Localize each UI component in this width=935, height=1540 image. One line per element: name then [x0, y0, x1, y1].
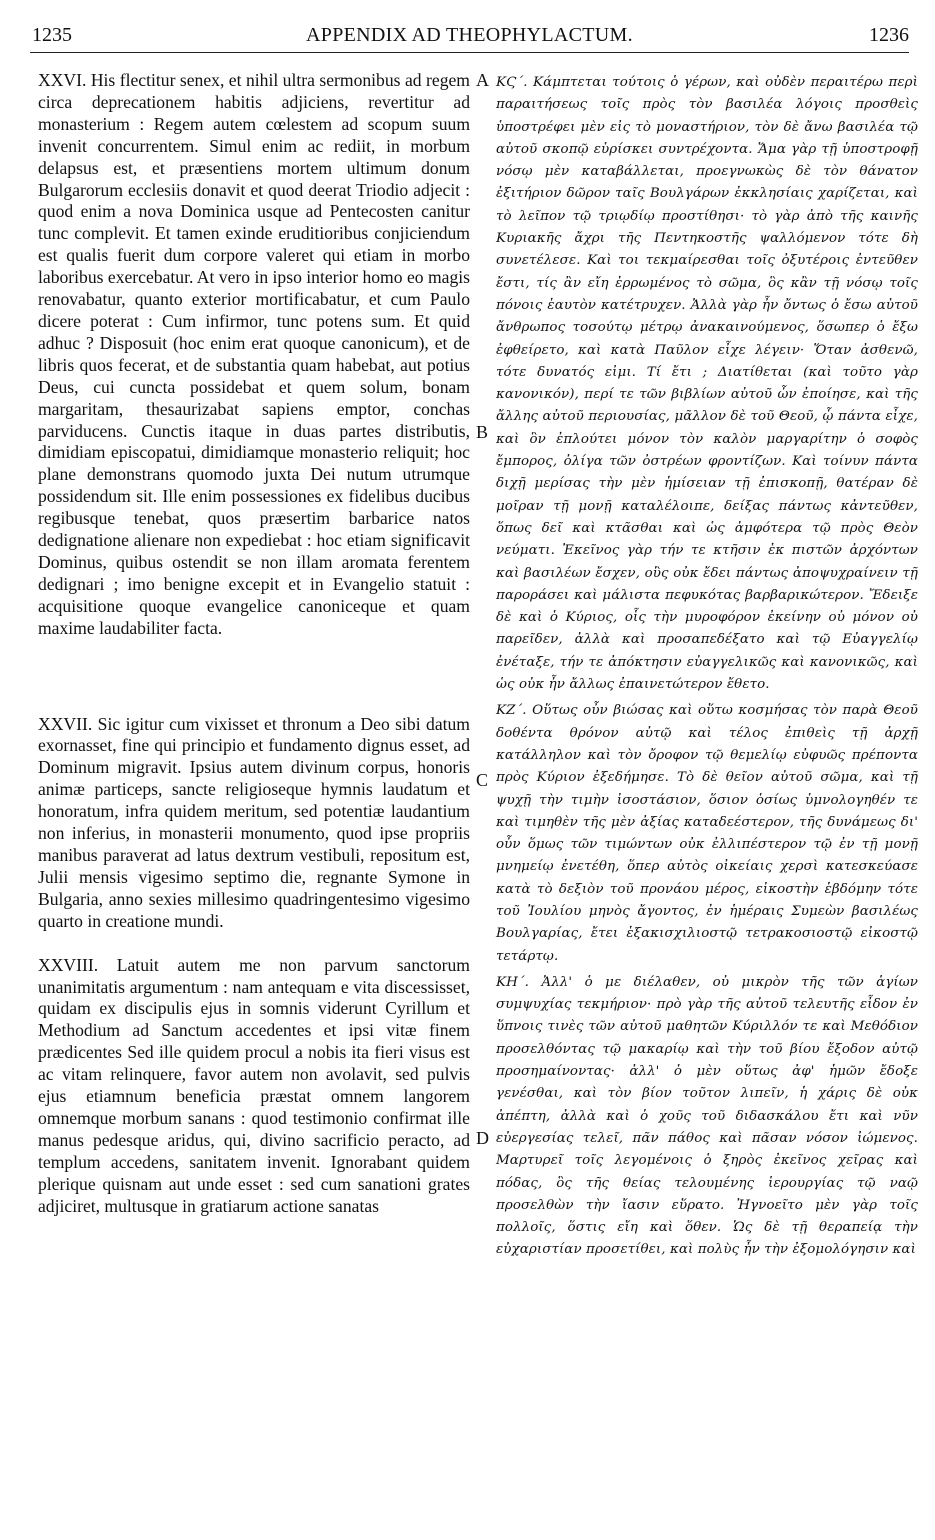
margin-marker-c: C	[476, 770, 489, 790]
latin-column	[38, 70, 470, 1218]
greek-paragraph-27: ΚΖ΄. Οὕτως οὖν βιώσας καὶ οὕτω κοσμήσας τὸν παρὰ Θεοῦ δοθέντα θρόνον αὐτῷ καὶ τέλος ἐπιθεὶς τῇ ἀρχῇ κατάλληλον καὶ τὸν ὄροφον τῷ θεμελίῳ εὐφυῶς πρέποντα πρὸς Κύριον ἐξεδήμησε. Τὸ δὲ θεῖον αὐτοῦ σῶμα, καὶ τῇ ψυχῇ τὴν τιμὴν ἰσοστάσιον, ὅσιον ὁσίως ὑμνολογηθέν τε καὶ τιμηθὲν τῆς μὲν ἀξίας καταδεέστερον, τῆς δυνάμεως δι' οὖν ὅμως τῶν τιμώντων οὐκ ἐλλιπέστερον τῷ ἐν τῇ μονῇ μνημείῳ ἐνετέθη, ὅπερ αὐτὸς οἰκείαις χερσὶ κατεσκεύασε κατὰ τὸ δεξιὸν τοῦ προνάου μέρος, εἰκοστὴν ἑβδόμην τότε τοῦ Ἰουλίου μηνὸς ἄγοντος, ἐν ἡμέραις Συμεὼν βασιλέως Βουλγαρίας, ἔτει ἑξακισχιλιοστῷ τετρακοσιοστῷ εἰκοστῷ τετάρτῳ.	[496, 703, 918, 964]
right-page-number: 1236	[869, 24, 909, 46]
latin-paragraph-28: XXVIII. Latuit autem me non parvum sanctorum unanimitatis argumentum : nam antequam e vita discessisset, quidam ex discipulis ejus in somnis viderunt Cyrillum et Methodium ad Sanctum accedentes et ipsi vitæ finem prædicentes Sed ille quidem procul a nobis ita fieri visus est ac vitam relinquere, favor autem non avolavit, sed pulvis ejus etiamnum beneficia præstat omnem langorem omnemque morbum sanans : quod testimonio confirmat ille manus pedesque aridus, qui, divino sacrificio peracto, ad templum accedens, sanitatem invenit. Ignorabant quidem plerique quisnam aut unde esset : sed cum sanationi grates adjiciret, multusque in gratiarum actione sanatas	[38, 954, 470, 1216]
latin-paragraph-26: XXVI. His flectitur senex, et nihil ultra sermonibus ad regem circa deprecationem habitis adjiciens, revertitur ad monasterium : Regem autem cœlestem ad scopum suum invenit concurrentem. Simul enim ac rediit, in morbum delapsus est, et præsentiens mortem ultimum donum Bulgarorum ecclesiis donavit et quod deerat Triodio adjecit : quod enim a nova Dominica usque ad Pentecosten canitur tunc complevit. Et tamen exinde eruditioribus conjiciendum est qualis fuerit dum corpore valeret qui etiam in morbo laboribus exercebatur. At vero in ipso interior homo eo magis renovabatur, quanto exterior mortificabatur, et cum Paulo dicere poterat : Cum infirmor, tunc potens sum. Et quid adhuc ? Disposuit (hoc enim erat quoque canonicum), et de libris quos fecerat, et de substantia quam habebat, aut potius Deus, cui cuncta possidebat et quem solum, bonam margaritam, thesaurizabat sapiens emptor, conchas parviducens. Cunctis itaque in duas partes distributis, dimidiam episcopatui, dimidiamque monasterio reliquit; hoc plane demonstrans quomodo juxta Dei nutum utrumque possidendum sit. Ille enim possessiones ex fidelibus ducibus regibusque tenebat, quos præsertim barbarice natos dedignatione alienare non expediebat : hoc etiam significavit Dominus, quibus ostendit se non illam aromata ferentem dedignari ; imo benigne excepit et in Evangelio statuit : acquisitione quoque evangelice canoniceque et quam maxime laudabiliter facta.	[38, 70, 470, 638]
margin-marker-d: D	[476, 1128, 489, 1148]
greek-column	[496, 72, 918, 1262]
greek-paragraph-28: ΚΗ΄. Ἀλλ' ὁ με διέλαθεν, οὐ μικρὸν τῆς τῶν ἁγίων συμψυχίας τεκμήριον· πρὸ γὰρ τῆς αὐτοῦ τελευτῆς εἶδον ἐν ὕπνοις τινὲς τῶν αὐτοῦ μαθητῶν Κύριλλόν τε καὶ Μεθόδιον προσελθόντας τῷ μακαρίῳ καὶ τὴν τοῦ βίου ἔξοδον αὐτῷ προσημαίνοντας· ἀλλ' ὁ μὲν οὕτως ἀφ' ἡμῶν ἔδοξε γενέσθαι, καὶ τὸν βίον τοῦτον λιπεῖν, ἡ χάρις δὲ οὐκ ἀπέπτη, ἀλλὰ καὶ ὁ χοῦς τοῦ διδασκάλου ἔτι καὶ νῦν εὐεργεσίας τελεῖ, πᾶν πάθος καὶ πᾶσαν νόσον ἰώμενος. Μαρτυρεῖ τοῖς λεγομένοις ὁ ξηρὸς ἐκεῖνος χεῖρας καὶ πόδας, ὃς τῆς θείας τελουμένης ἱερουργίας τῷ ναῷ προσελθὼν τὴν ἴασιν εὕρατο. Ἠγνοεῖτο μὲν γὰρ τοῖς πολλοῖς, ὅστις εἴη καὶ ὅθεν. Ὡς δὲ τῇ θεραπείᾳ τὴν εὐχαριστίαν προσετίθει, καὶ πολὺς ἦν τὴν ἐξομολόγησιν καὶ	[496, 974, 918, 1258]
running-header	[30, 24, 909, 52]
header-rule	[30, 52, 909, 53]
running-title: APPENDIX AD THEOPHYLACTUM.	[306, 24, 633, 46]
margin-marker-b: B	[476, 422, 489, 442]
greek-paragraph-26: ΚϚ΄. Κάμπτεται τούτοις ὁ γέρων, καὶ οὐδὲν περαιτέρω περὶ παραιτήσεως τοῖς πρὸς τὸν βασιλέα λόγοις προσθεὶς ὑποστρέφει μὲν εἰς τὸ μοναστήριον, τὸν δὲ ἄνω βασιλέα τῷ αὐτοῦ σκοπῷ εὑρίσκει συντρέχοντα. Ἅμα γὰρ τῇ ὑποστροφῇ νόσῳ μὲν καταβάλλεται, προεγνωκὼς δὲ τὸν θάνατον ἐξιτήριον δῶρον ταῖς Βουλγάρων ἐκκλησίαις χαρίζεται, καὶ τὸ λεῖπον τῷ τριῳδίῳ προστίθησι· τὸ γὰρ ἀπὸ τῆς καινῆς Κυριακῆς ἄχρι τῆς Πεντηκοστῆς ψαλλόμενον τότε δὴ συνετέλεσε. Καὶ τοι τεκμαίρεσθαι τοῖς ὀξυτέροις ἐντεῦθεν ἔστι, τίς ἂν εἴη ἐρρωμένος τὸ σῶμα, ὃς κἂν τῇ νόσῳ τοῖς πόνοις ἑαυτὸν κατέτρυχεν. Ἀλλὰ γὰρ ἦν ὄντως ὁ ἔσω αὐτοῦ ἄνθρωπος τοσούτῳ μέτρῳ ἀνακαινούμενος, ὅσωπερ ὁ ἔξω ἐφθείρετο, καὶ κατὰ Παῦλον εἶχε λέγειν· Ὅταν ἀσθενῶ, τότε δυνατός εἰμι. Τί ἔτι ; Διατίθεται (καὶ τοῦτο γὰρ κανονικόν), περί τε τῶν βιβλίων αὐτοῦ ὧν ἐποίησε, καὶ τῆς ἄλλης αὐτοῦ περιουσίας, μᾶλλον δὲ τοῦ Θεοῦ, ᾧ πάντα εἶχε, καὶ ὃν ἐπλούτει μόνον τὸν καλὸν μαργαρίτην ὁ σοφὸς ἔμπορος, ὀλίγα τῶν ὀστρέων φροντίζων. Καὶ τοίνυν πάντα διχῇ μερίσας τὴν μὲν ἡμίσειαν τῇ ἐπισκοπῇ, θατέραν δὲ μοῖραν τῇ μονῇ καταλέλοιπε, δείξας πάντως κἀντεῦθεν, ὅπως δεῖ καὶ κτᾶσθαι καὶ ὡς ἀμφότερα τῷ πρὸς Θεὸν νεύματι. Ἐκεῖνος γὰρ τήν τε κτῆσιν ἐκ πιστῶν ἀρχόντων καὶ βασιλέων ἔσχεν, οὓς οὐκ ἔδει πάντως ἀποψυχραίνειν τῇ παροράσει καὶ μάλιστα πεφυκότας βαρβαρικώτερον. Ἔδειξε δὲ καὶ ὁ Κύριος, οἷς τὴν μυροφόρον ἐκείνην οὐ μόνον οὐ παρεῖδεν, ἀλλὰ καὶ προσαπεδέξατο καὶ τῷ Εὐαγγελίῳ ἐνέταξε, τήν τε ἀπόκτησιν εὐαγγελικῶς καὶ κανονικῶς, καὶ ὡς οὐκ ἦν ἄλλως ἐπαινετώτερον ἔθετο.	[496, 75, 918, 693]
left-page-number: 1235	[32, 24, 72, 46]
latin-paragraph-27: XXVII. Sic igitur cum vixisset et thronum a Deo sibi datum exornasset, fine qui principio et fundamento dignus esset, ad Dominum migravit. Ipsius autem divinum corpus, honoris animæ particeps, sancte religioseque hymnis laudatum et honoratum, infra quidem meritum, sed potentiæ laudantium non inferius, in monasterii monumento, quod ipse propriis manibus paraverat ad latus dextrum vestibuli, repositum est, Julii mensis vigesimo septimo die, regnante Symone in Bulgaria, anno sexies millesimo quadringentesimo vigesimo quarto in creatione mundi.	[38, 713, 470, 931]
margin-marker-a: A	[476, 70, 489, 90]
